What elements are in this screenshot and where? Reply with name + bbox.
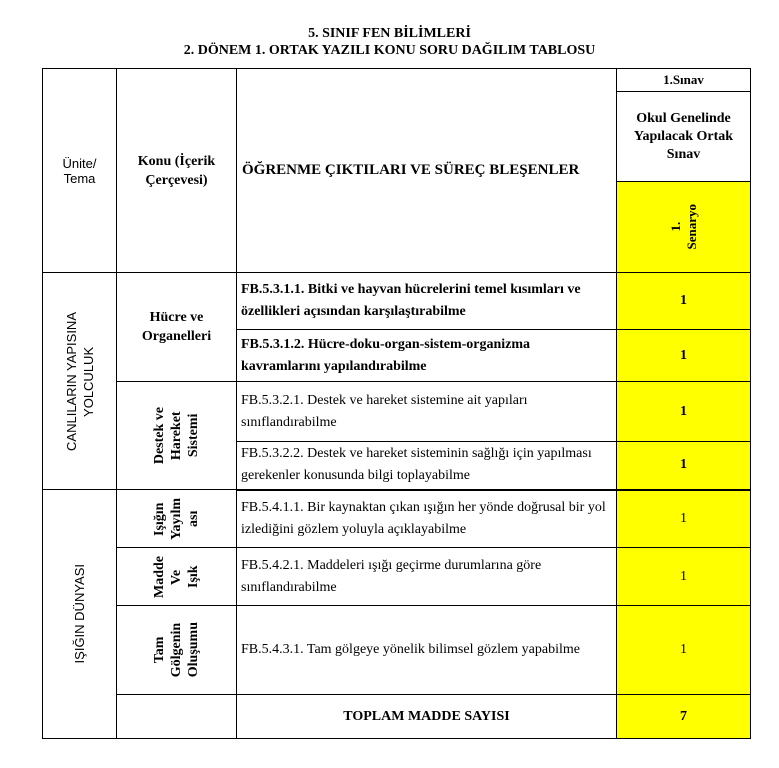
outcome-text: FB.5.3.1.2. Hücre-doku-organ-sistem-organizma kavramlarını yapılandırabilme xyxy=(241,336,531,374)
total-label-cell xyxy=(237,695,617,739)
total-count-value: 7 xyxy=(680,708,687,724)
topic-label: Tam Gölgenin Oluşumu xyxy=(152,622,201,678)
topic-label: Madde Ve Işık xyxy=(152,555,201,598)
topic-cell xyxy=(117,606,237,695)
theme-cell xyxy=(43,490,117,739)
question-count-value: 1 xyxy=(680,568,687,584)
outcome-cell xyxy=(237,330,617,382)
outcome-cell xyxy=(237,490,617,548)
exam-header xyxy=(617,69,751,92)
outcomes-header-label: ÖĞRENME ÇIKTILARI VE SÜREÇ BLEŞENLER xyxy=(242,162,580,178)
topic-label: Hücre ve Organelleri xyxy=(141,310,212,344)
topic-cell xyxy=(117,382,237,490)
outcome-text: FB.5.4.1.1. Bir kaynaktan çıkan ışığın her yönde doğrusal bir yol izlediğini gözlem yoluyla açıklayabilme xyxy=(241,499,606,537)
outcome-cell xyxy=(237,606,617,695)
distribution-table xyxy=(42,68,751,739)
school-exam-header-label: Okul Genelinde Yapılacak Ortak Sınav xyxy=(633,110,734,162)
total-count xyxy=(617,695,751,739)
question-count-value: 1 xyxy=(680,457,687,473)
school-exam-header xyxy=(617,92,751,182)
topic-cell xyxy=(117,490,237,548)
total-label: TOPLAM MADDE SAYISI xyxy=(343,708,510,724)
empty-topic-cell xyxy=(117,695,237,739)
topic-label: Işığın Yayılm ası xyxy=(152,497,201,540)
topic-header-label: Konu (İçerik Çerçevesi) xyxy=(137,153,216,188)
outcomes-header xyxy=(237,69,617,273)
outcome-cell xyxy=(237,548,617,606)
document-title: 5. SINIF FEN BİLİMLERİ xyxy=(308,26,471,41)
outcome-text: FB.5.3.2.2. Destek ve hareket sisteminin sağlığı için yapılması gerekenler konusunda bilgi toplayabilme xyxy=(241,446,592,484)
outcome-text: FB.5.3.2.1. Destek ve hareket sistemine ait yapıları sınıflandırabilme xyxy=(241,392,528,430)
scenario-header xyxy=(617,182,751,273)
question-count-value: 1 xyxy=(680,403,687,419)
topic-cell xyxy=(117,273,237,382)
theme-label: IŞIĞIN DÜNYASI xyxy=(72,564,87,664)
question-count xyxy=(617,330,751,382)
question-count xyxy=(617,606,751,695)
question-count-value: 1 xyxy=(680,293,687,308)
question-count-value: 1 xyxy=(680,510,687,526)
topic-cell xyxy=(117,548,237,606)
question-count xyxy=(617,442,751,490)
document-subtitle: 2. DÖNEM 1. ORTAK YAZILI KONU SORU DAĞILIM TABLOSU xyxy=(183,43,596,58)
question-count-value: 1 xyxy=(680,347,687,363)
outcome-text: FB.5.4.3.1. Tam gölgeye yönelik bilimsel gözlem yapabilme xyxy=(241,642,580,657)
exam-header-label: 1.Sınav xyxy=(663,72,704,87)
scenario-header-label: 1. Senaryo xyxy=(667,204,699,250)
theme-cell xyxy=(43,273,117,490)
topic-label: Destek ve Hareket Sistemi xyxy=(152,406,201,465)
theme-label: CANLILARIN YAPISINA YOLCULUK xyxy=(63,311,96,451)
outcome-text: FB.5.4.2.1. Maddeleri ışığı geçirme durumlarına göre sınıflandırabilme xyxy=(241,557,542,595)
question-count xyxy=(617,273,751,330)
unit-header-label: Ünite/ Tema xyxy=(62,155,97,186)
unit-header xyxy=(43,69,117,273)
outcome-text: FB.5.3.1.1. Bitki ve hayvan hücrelerini temel kısımları ve özellikleri açısından karşılaştırabilme xyxy=(241,282,581,319)
outcome-cell xyxy=(237,273,617,330)
question-count xyxy=(617,548,751,606)
question-count-value: 1 xyxy=(680,642,687,657)
outcome-cell xyxy=(237,442,617,490)
question-count xyxy=(617,382,751,442)
question-count xyxy=(617,490,751,548)
outcome-cell xyxy=(237,382,617,442)
topic-header xyxy=(117,69,237,273)
